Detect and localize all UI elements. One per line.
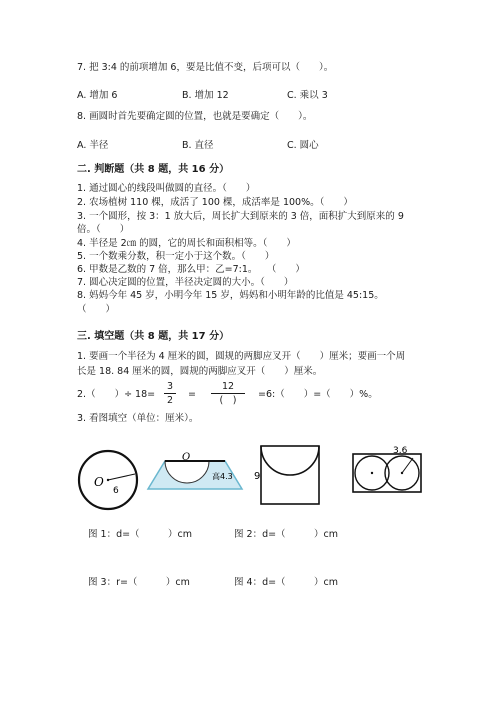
judge-item-8: 8. 妈妈今年 45 岁，小明今年 15 岁，妈妈和小明年龄的比值是 45:15。 xyxy=(77,290,384,301)
fill-q1-line-2: 长是 18. 84 厘米的圆，圆规的两脚应叉开（ ）厘米。 xyxy=(77,366,323,377)
figure-3-side-label: 9 xyxy=(254,471,261,482)
fill-q1-line-1: 1. 要画一个半径为 4 厘米的圆，圆规的两脚应叉开（ ）厘米；要画一个周 xyxy=(77,351,406,362)
judge-item-1: 1. 通过圆心的线段叫做圆的直径。（ ） xyxy=(77,183,256,194)
fraction-12-over-blank xyxy=(211,381,245,406)
fill-q2-equals: = xyxy=(188,389,196,400)
figure-2-trapezoid xyxy=(145,452,245,492)
figure-2-answer: 图 2：d=（ ）cm xyxy=(234,529,339,540)
question-8-option-b: B. 直径 xyxy=(182,140,214,151)
judge-item-3-cont: 倍。（ ） xyxy=(77,224,130,235)
judge-item-8-cont: （ ） xyxy=(77,304,116,315)
question-7-option-a: A. 增加 6 xyxy=(77,90,118,101)
figure-1-circle xyxy=(76,448,140,512)
judge-item-5: 5. 一个数乘分数，积一定小于这个数。（ ） xyxy=(77,251,275,262)
figure-4-two-circles xyxy=(351,446,423,496)
judge-item-4: 4. 半径是 2㎝ 的圆，它的周长和面积相等。（ ） xyxy=(77,238,296,249)
fraction-1-bar xyxy=(164,393,176,394)
fraction-2-numerator: 12 xyxy=(221,381,235,392)
judge-item-6: 6. 甲数是乙数的 7 倍，那么甲：乙=7:1。 （ ） xyxy=(77,264,305,275)
figure-4-center-dot xyxy=(401,472,403,474)
fraction-2-denominator: ( ) xyxy=(219,395,237,406)
question-7-option-c: C. 乘以 3 xyxy=(287,90,328,101)
fill-q2-end: =6:（ ）=（ ）%。 xyxy=(258,389,378,400)
judge-item-3: 3. 一个圆形，按 3：1 放大后，周长扩大到原来的 3 倍，面积扩大到原来的 9 xyxy=(77,211,404,222)
figure-4-rectangle xyxy=(353,454,421,492)
section-2-title: 二. 判断题（共 8 题，共 16 分） xyxy=(77,164,230,175)
judge-item-2: 2. 农场植树 110 棵，成活了 100 棵，成活率是 100%。（ ） xyxy=(77,197,353,208)
figure-1-center-dot xyxy=(107,479,109,481)
question-8-option-c: C. 圆心 xyxy=(287,140,319,151)
figure-1-radius-label: 6 xyxy=(113,486,119,496)
figure-1-radius-line xyxy=(108,474,135,480)
fraction-1-denominator: 2 xyxy=(166,395,174,406)
figure-2-height-label: 高4.3 xyxy=(212,472,233,481)
question-7-option-b: B. 增加 12 xyxy=(182,90,229,101)
figure-1-answer: 图 1：d=（ ）cm xyxy=(88,529,193,540)
judge-item-7: 7. 圆心决定圆的位置，半径决定圆的大小。（ ） xyxy=(77,277,294,288)
question-8-option-a: A. 半径 xyxy=(77,140,109,151)
fraction-3-over-2 xyxy=(164,381,176,406)
fill-q2-start: 2.（ ）÷ 18= xyxy=(77,389,156,400)
fill-q3-prompt: 3. 看图填空（单位：厘米）。 xyxy=(77,413,199,424)
question-8-text: 8. 画圆时首先要确定圆的位置，也就是要确定（ ）。 xyxy=(77,111,313,122)
figure-3-answer: 图 3：r=（ ）cm xyxy=(88,577,190,588)
section-3-title: 三. 填空题（共 8 题，共 17 分） xyxy=(77,331,230,342)
figure-3-square xyxy=(254,444,324,508)
figure-4-answer: 图 4：d=（ ）cm xyxy=(234,577,339,588)
fraction-2-bar xyxy=(211,393,245,394)
question-7-text: 7. 把 3:4 的前项增加 6，要是比值不变，后项可以（ ）。 xyxy=(77,62,334,73)
figure-4-left-center-dot xyxy=(371,472,373,474)
figure-1-center-label: O xyxy=(94,475,104,489)
fraction-1-numerator: 3 xyxy=(166,381,174,392)
figure-2-center-label: O xyxy=(182,452,191,463)
figure-4-radius-label: 3.6 xyxy=(393,446,408,456)
